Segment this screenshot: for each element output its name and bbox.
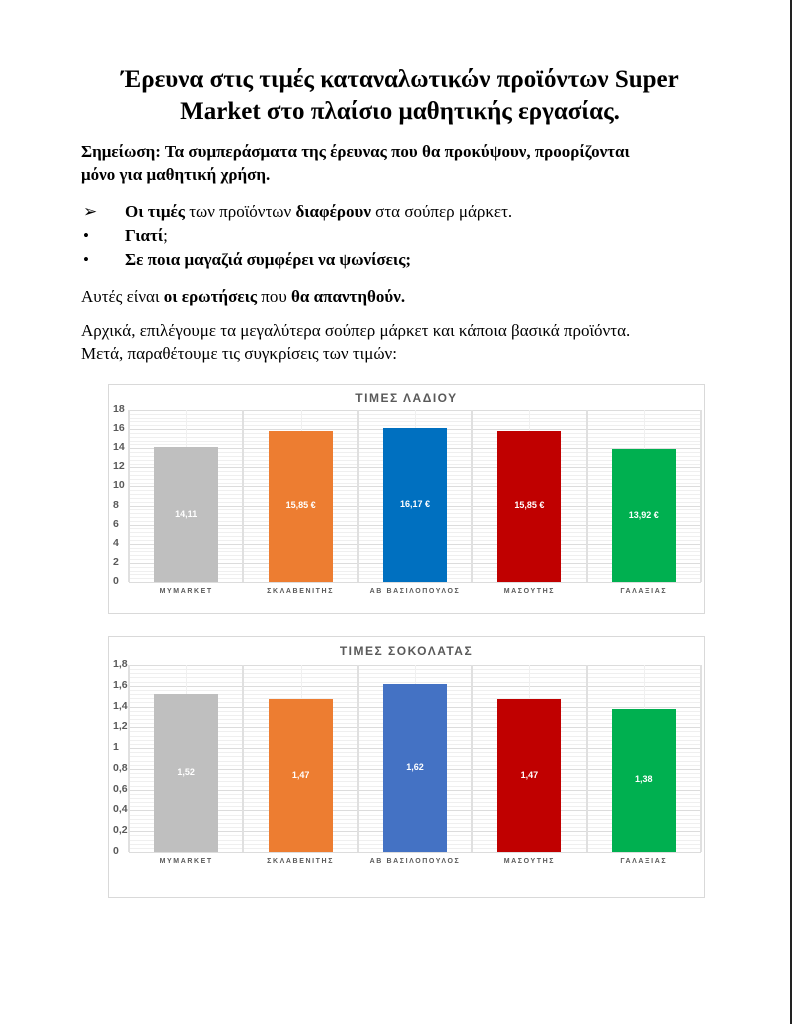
y-tick-label: 12: [113, 460, 125, 473]
category-divider: [700, 665, 702, 852]
para-bold: θα απαντηθούν.: [291, 287, 406, 306]
category-divider: [128, 665, 130, 852]
gridline: [129, 582, 701, 583]
note-line-2: μόνο για μαθητική χρήση.: [81, 165, 271, 184]
category-divider: [586, 410, 588, 582]
y-tick-label: 2: [113, 555, 119, 568]
category-divider: [242, 410, 244, 582]
page-edge: [790, 0, 792, 1024]
category-divider: [357, 665, 359, 852]
bullet-bold: Γιατί: [125, 226, 164, 245]
bar: [154, 447, 218, 582]
plot-area: [129, 665, 701, 852]
bar: [383, 684, 447, 852]
x-tick-label: MYMARKET: [159, 588, 213, 595]
category-divider: [586, 665, 588, 852]
x-tick-label: ΣΚΛΑΒΕΝΙΤΗΣ: [267, 588, 334, 595]
y-tick-label: 1: [113, 741, 119, 754]
bullet-item: [81, 200, 731, 224]
questions-paragraph: [81, 285, 741, 308]
x-tick-label: ΓΑΛΑΞΙΑΣ: [620, 858, 668, 865]
bullet-list: [81, 200, 731, 272]
category-divider: [471, 410, 473, 582]
bullet-bold: Σε ποια μαγαζιά συμφέρει να ψωνίσεις;: [125, 250, 412, 269]
y-tick-label: 0,4: [113, 803, 128, 816]
y-tick-label: 0: [113, 575, 119, 587]
bullet-item: [81, 224, 731, 248]
gridline: [129, 852, 701, 853]
y-tick-label: 16: [113, 422, 125, 435]
y-tick-label: 4: [113, 536, 119, 549]
bar: [612, 709, 676, 852]
category-divider: [357, 410, 359, 582]
y-tick-label: 14: [113, 441, 125, 454]
data-label: 16,17 €: [399, 498, 430, 509]
note-line-1: Σημείωση: Τα συμπεράσματα της έρευνας που θα προκύψουν, προορίζονται: [81, 142, 630, 161]
x-tick-label: ΑΒ ΒΑΣΙΛΟΠΟΥΛΟΣ: [369, 858, 461, 865]
bullet-text: ;: [163, 226, 168, 245]
bar: [269, 431, 333, 582]
arrow-bullet-icon: ➢: [83, 202, 98, 221]
bar: [383, 428, 447, 583]
y-tick-label: 8: [113, 498, 119, 511]
data-label: 1,52: [177, 767, 195, 778]
data-label: 15,85 €: [514, 500, 545, 511]
y-tick-label: 1,4: [113, 699, 128, 712]
para-text: που: [257, 287, 292, 306]
y-tick-label: 0,6: [113, 782, 128, 795]
category-divider: [471, 665, 473, 852]
data-label: 1,62: [406, 761, 424, 772]
x-tick-label: ΣΚΛΑΒΕΝΙΤΗΣ: [267, 858, 334, 865]
data-label: 1,47: [520, 769, 539, 780]
intro-paragraph: [81, 319, 741, 365]
dot-bullet-icon: •: [83, 226, 89, 245]
data-label: 14,11: [175, 508, 198, 519]
oil-price-chart: [108, 384, 705, 614]
x-tick-label: ΜΑΣΟΥΤΗΣ: [503, 858, 556, 865]
para-bold: οι ερωτήσεις: [163, 287, 258, 306]
data-label: 1,38: [635, 774, 653, 785]
x-tick-label: ΑΒ ΒΑΣΙΛΟΠΟΥΛΟΣ: [369, 588, 461, 595]
category-divider: [128, 410, 130, 582]
plot-area: [129, 410, 701, 582]
chart-title: ΤΙΜΕΣ ΣΟΚΟΛΑΤΑΣ: [339, 644, 474, 658]
chart-title: ΤΙΜΕΣ ΛΑΔΙΟΥ: [355, 391, 458, 405]
data-label: 15,85 €: [285, 500, 316, 511]
y-tick-label: 18: [113, 403, 125, 415]
bar: [497, 699, 561, 852]
y-tick-label: 0,2: [113, 824, 128, 837]
intro-line-1: Αρχικά, επιλέγουμε τα μεγαλύτερα σούπερ μάρκετ και κάποια βασικά προϊόντα.: [81, 321, 631, 340]
bar: [497, 431, 561, 582]
bullet-bold: διαφέρουν: [295, 202, 371, 221]
bullet-text: των προϊόντων: [184, 202, 296, 221]
note: [81, 140, 731, 186]
bullet-item: [81, 248, 731, 272]
bar: [612, 449, 676, 582]
bullet-text: στα σούπερ μάρκετ.: [370, 202, 513, 221]
bar: [269, 699, 333, 852]
title-line-2: Market στο πλαίσιο μαθητικής εργασίας.: [180, 98, 620, 125]
y-tick-label: 10: [113, 479, 125, 492]
para-text: Αυτές είναι: [81, 287, 164, 306]
x-tick-label: ΜΑΣΟΥΤΗΣ: [503, 588, 556, 595]
dot-bullet-icon: •: [83, 250, 89, 269]
chocolate-price-chart: [108, 636, 705, 898]
y-tick-label: 0: [113, 845, 119, 857]
y-tick-label: 1,8: [113, 658, 128, 670]
y-tick-label: 6: [113, 517, 119, 530]
bar: [154, 694, 218, 852]
data-label: 1,47: [291, 769, 310, 780]
intro-line-2: Μετά, παραθέτουμε τις συγκρίσεις των τιμών:: [81, 344, 397, 363]
title-line-1: Έρευνα στις τιμές καταναλωτικών προϊόντων Super: [121, 66, 679, 93]
category-divider: [242, 665, 244, 852]
y-tick-label: 0,8: [113, 761, 128, 774]
x-tick-label: ΓΑΛΑΞΙΑΣ: [620, 588, 668, 595]
y-tick-label: 1,6: [113, 678, 128, 691]
bullet-bold: Οι τιμές: [125, 202, 185, 221]
x-tick-label: MYMARKET: [159, 858, 213, 865]
category-divider: [700, 410, 702, 582]
document-title: [80, 64, 720, 128]
y-tick-label: 1,2: [113, 720, 128, 733]
data-label: 13,92 €: [628, 509, 659, 520]
